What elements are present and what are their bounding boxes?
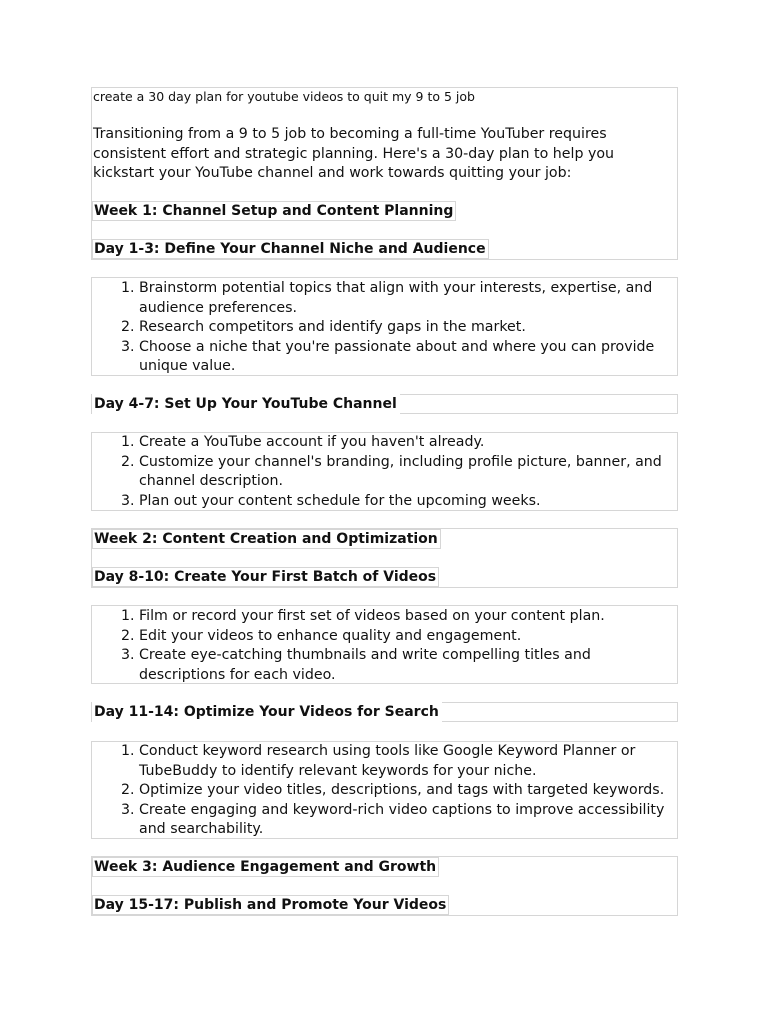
day8-heading: Day 8-10: Create Your First Batch of Videos	[92, 567, 439, 587]
list-item: 1. Brainstorm potential topics that align with your interests, expertise, and audience preferences.	[139, 279, 678, 318]
list-item: 3. Create engaging and keyword-rich video captions to improve accessibility and searchability.	[139, 801, 678, 840]
intro-paragraph: Transitioning from a 9 to 5 job to becoming a full-time YouTuber requires consistent effort and strategic planning. Here's a 30-day plan to help you kickstart your YouTube channel and work towards quitting your job:	[93, 126, 615, 181]
week1-heading: Week 1: Channel Setup and Content Planning	[92, 201, 456, 221]
list-item: 1. Create a YouTube account if you haven't already.	[139, 433, 678, 453]
list-item: 1. Conduct keyword research using tools like Google Keyword Planner or TubeBuddy to identify relevant keywords for your niche.	[139, 742, 678, 781]
list-item: 2. Customize your channel's branding, including profile picture, banner, and channel description.	[139, 453, 678, 492]
day8-steps	[92, 607, 678, 685]
list-item: 2. Optimize your video titles, descriptions, and tags with targeted keywords.	[139, 781, 678, 801]
day4-heading: Day 4-7: Set Up Your YouTube Channel	[92, 394, 400, 414]
day11-steps	[92, 742, 678, 840]
day11-heading: Day 11-14: Optimize Your Videos for Search	[92, 702, 442, 722]
list-item: 1. Film or record your first set of videos based on your content plan.	[139, 607, 678, 627]
week3-heading: Week 3: Audience Engagement and Growth	[92, 857, 439, 877]
list-item: 2. Edit your videos to enhance quality and engagement.	[139, 627, 678, 647]
week2-heading: Week 2: Content Creation and Optimization	[92, 529, 441, 549]
list-item: 2. Research competitors and identify gaps in the market.	[139, 318, 678, 338]
list-item: 3. Choose a niche that you're passionate about and where you can provide unique value.	[139, 338, 678, 377]
list-item: 3. Plan out your content schedule for the upcoming weeks.	[139, 492, 678, 512]
user-prompt: create a 30 day plan for youtube videos to quit my 9 to 5 job	[93, 89, 475, 104]
day4-steps	[92, 433, 678, 511]
day1-heading: Day 1-3: Define Your Channel Niche and Audience	[92, 239, 489, 259]
list-item: 3. Create eye-catching thumbnails and write compelling titles and descriptions for each video.	[139, 646, 678, 685]
day1-steps	[92, 279, 678, 377]
day15-heading: Day 15-17: Publish and Promote Your Videos	[92, 895, 449, 915]
